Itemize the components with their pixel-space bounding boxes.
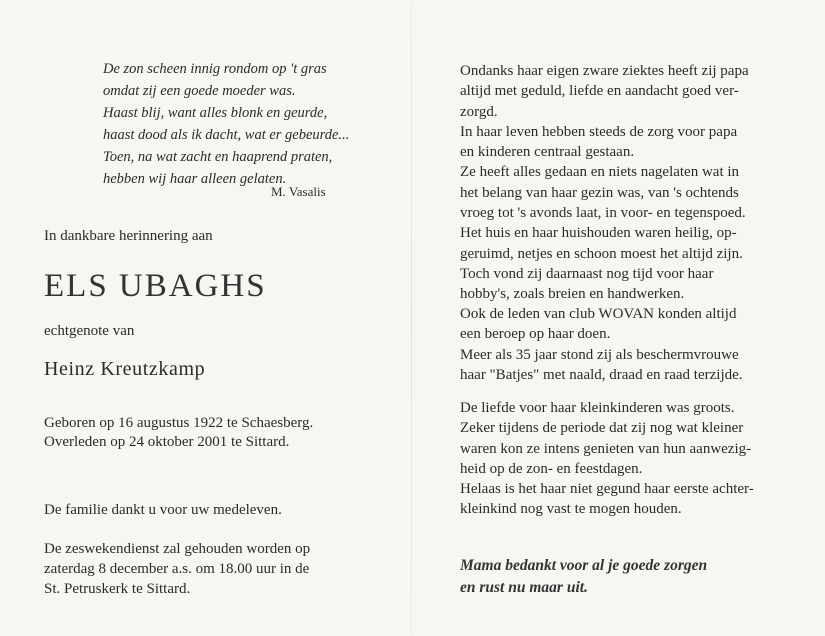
- paragraph-line: hobby's, zoals breien en handwerken.: [460, 286, 685, 303]
- paragraph-line: In haar leven hebben steeds de zorg voor papa: [460, 123, 738, 140]
- paragraph-line: zorgd.: [460, 103, 498, 120]
- paragraph-line: en kinderen centraal gestaan.: [460, 144, 635, 161]
- service-line: zaterdag 8 december a.s. om 18.00 uur in de: [44, 561, 310, 577]
- paragraph-line: Meer als 35 jaar stond zij als beschermvrouwe: [460, 346, 739, 363]
- closing-line: en rust nu maar uit.: [460, 579, 588, 596]
- paragraph-line: De liefde voor haar kleinkinderen was groots.: [460, 400, 735, 416]
- service-line: St. Petruskerk te Sittard.: [44, 581, 191, 597]
- intro-text: In dankbare herinnering aan: [44, 228, 213, 244]
- poem-line: haast dood als ik dacht, wat er gebeurde...: [103, 127, 350, 143]
- paragraph-line: waren kon ze intens genieten van hun aanwezig-: [460, 440, 752, 457]
- spouse-name: Heinz Kreutzkamp: [44, 358, 206, 380]
- paragraph-club: [460, 304, 766, 385]
- paragraph-line: altijd met geduld, liefde en aandacht goed ver-: [460, 83, 739, 100]
- paragraph-care: [460, 61, 766, 305]
- closing-words: [460, 555, 707, 599]
- right-page: [412, 0, 825, 636]
- poem-line: omdat zij een goede moeder was.: [103, 83, 296, 99]
- paragraph-line: geruimd, netjes en schoon moest het altijd zijn.: [460, 245, 743, 262]
- birth-line: Geboren op 16 augustus 1922 te Schaesberg.: [44, 415, 314, 431]
- poem-line: Haast blij, want alles blonk en geurde,: [103, 105, 328, 121]
- service-line: De zeswekendienst zal gehouden worden op: [44, 541, 311, 557]
- deceased-name: ELS UBAGHS: [44, 268, 267, 304]
- paragraph-line: kleinkind nog vast te mogen houden.: [460, 501, 682, 518]
- paragraph-line: Ze heeft alles gedaan en niets nagelaten wat in: [460, 164, 740, 181]
- thanks-line: De familie dankt u voor uw medeleven.: [44, 502, 282, 518]
- paragraph-line: Toch vond zij daarnaast nog tijd voor haar: [460, 265, 714, 282]
- poem-line: hebben wij haar alleen gelaten.: [103, 171, 287, 187]
- paragraph-line: Het huis en haar huishouden waren heilig, op-: [460, 225, 737, 242]
- paragraph-line: haar "Batjes" met naald, draad en raad terzijde.: [460, 366, 743, 383]
- poem-line: Toen, na wat zacht en haaprend praten,: [103, 149, 333, 165]
- paragraph-line: het belang van haar gezin was, van 's ochtends: [460, 184, 739, 201]
- paragraph-line: heid op de zon- en feestdagen.: [460, 460, 643, 477]
- poem-line: De zon scheen innig rondom op 't gras: [103, 61, 327, 77]
- paragraph-line: vroeg tot 's avonds laat, in voor- en tegenspoed.: [460, 205, 746, 222]
- paragraph-line: Helaas is het haar niet gegund haar eerste achter-: [460, 481, 754, 498]
- paragraph-grandchildren: [460, 398, 766, 520]
- poem: [103, 58, 353, 190]
- paragraph-line: Ook de leden van club WOVAN konden altijd: [460, 306, 737, 322]
- paragraph-line: Ondanks haar eigen zware ziektes heeft zij papa: [460, 63, 749, 79]
- paragraph-line: een beroep op haar doen.: [460, 326, 611, 343]
- poem-author: M. Vasalis: [271, 184, 326, 199]
- closing-line: Mama bedankt voor al je goede zorgen: [460, 557, 708, 574]
- paragraph-line: Zeker tijdens de periode dat zij nog wat kleiner: [460, 420, 744, 437]
- spouse-label: echtgenote van: [44, 323, 135, 339]
- death-line: Overleden op 24 oktober 2001 te Sittard.: [44, 434, 290, 450]
- left-page: [0, 0, 411, 636]
